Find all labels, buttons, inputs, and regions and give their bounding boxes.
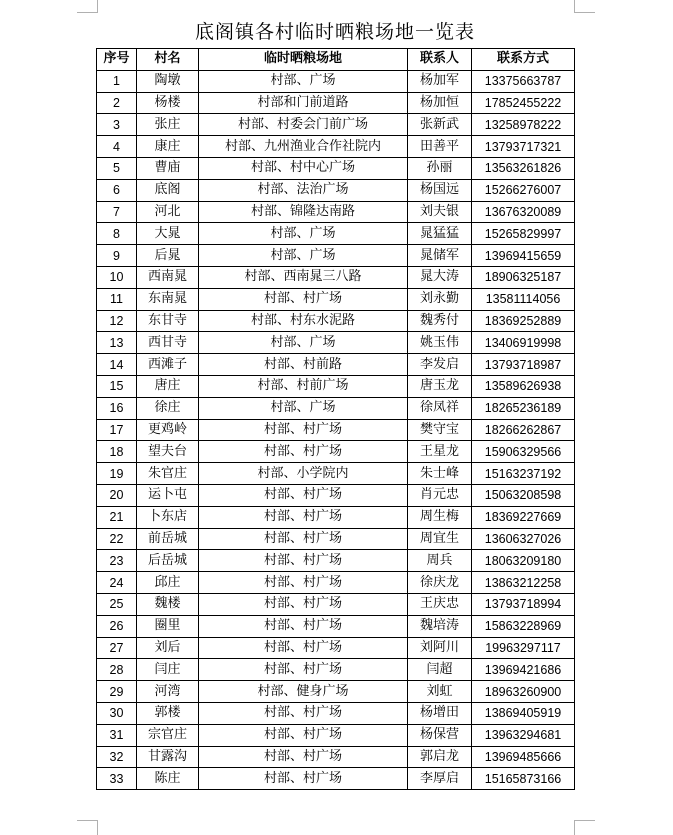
table-header-row bbox=[97, 49, 575, 71]
cell-contact: 杨增田 bbox=[408, 702, 472, 724]
cell-site: 村部、法治广场 bbox=[199, 179, 408, 201]
table-row bbox=[97, 550, 575, 572]
cell-no: 25 bbox=[97, 593, 137, 615]
cell-phone: 15063208598 bbox=[472, 484, 575, 506]
cell-site: 村部、村广场 bbox=[199, 484, 408, 506]
cell-contact: 晁储军 bbox=[408, 245, 472, 267]
cell-contact: 郭启龙 bbox=[408, 746, 472, 768]
cell-site: 村部、村广场 bbox=[199, 550, 408, 572]
cell-site: 村部、村广场 bbox=[199, 724, 408, 746]
cell-contact: 杨加军 bbox=[408, 70, 472, 92]
cell-no: 28 bbox=[97, 659, 137, 681]
cell-no: 14 bbox=[97, 354, 137, 376]
cell-site: 村部、九州渔业合作社院内 bbox=[199, 136, 408, 158]
cell-site: 村部、村广场 bbox=[199, 441, 408, 463]
cell-village: 杨楼 bbox=[137, 92, 199, 114]
cell-phone: 18063209180 bbox=[472, 550, 575, 572]
cell-site: 村部、村广场 bbox=[199, 768, 408, 790]
table-row bbox=[97, 484, 575, 506]
cell-village: 徐庄 bbox=[137, 397, 199, 419]
cell-phone: 13589626938 bbox=[472, 375, 575, 397]
cell-phone: 13969421686 bbox=[472, 659, 575, 681]
cell-phone: 18369252889 bbox=[472, 310, 575, 332]
cell-contact: 徐凤祥 bbox=[408, 397, 472, 419]
cell-site: 村部、广场 bbox=[199, 223, 408, 245]
cell-phone: 13969415659 bbox=[472, 245, 575, 267]
table-row bbox=[97, 245, 575, 267]
cell-site: 村部、村广场 bbox=[199, 637, 408, 659]
cell-village: 底阁 bbox=[137, 179, 199, 201]
cell-no: 13 bbox=[97, 332, 137, 354]
cell-contact: 李厚启 bbox=[408, 768, 472, 790]
cell-village: 后晁 bbox=[137, 245, 199, 267]
cell-phone: 18906325187 bbox=[472, 266, 575, 288]
cell-site: 村部、村广场 bbox=[199, 746, 408, 768]
cell-no: 27 bbox=[97, 637, 137, 659]
cell-contact: 魏培涛 bbox=[408, 615, 472, 637]
cell-site: 村部、西南晁三八路 bbox=[199, 266, 408, 288]
cell-village: 西甘寺 bbox=[137, 332, 199, 354]
cell-contact: 杨国远 bbox=[408, 179, 472, 201]
cell-site: 村部、村广场 bbox=[199, 528, 408, 550]
cell-phone: 13969485666 bbox=[472, 746, 575, 768]
cell-no: 6 bbox=[97, 179, 137, 201]
table-row bbox=[97, 441, 575, 463]
cell-phone: 13793718987 bbox=[472, 354, 575, 376]
cell-contact: 晁大涛 bbox=[408, 266, 472, 288]
cell-contact: 刘阿川 bbox=[408, 637, 472, 659]
cell-no: 2 bbox=[97, 92, 137, 114]
table-row bbox=[97, 179, 575, 201]
cell-no: 8 bbox=[97, 223, 137, 245]
cell-no: 31 bbox=[97, 724, 137, 746]
cell-phone: 13581114056 bbox=[472, 288, 575, 310]
cell-site: 村部、村前路 bbox=[199, 354, 408, 376]
cell-village: 卜东店 bbox=[137, 506, 199, 528]
cell-contact: 王庆忠 bbox=[408, 593, 472, 615]
cell-village: 更鸡岭 bbox=[137, 419, 199, 441]
cell-site: 村部、村广场 bbox=[199, 419, 408, 441]
cell-no: 1 bbox=[97, 70, 137, 92]
cell-no: 18 bbox=[97, 441, 137, 463]
table-row bbox=[97, 681, 575, 703]
cell-no: 22 bbox=[97, 528, 137, 550]
cell-phone: 15266276007 bbox=[472, 179, 575, 201]
page-corner-mark-top-left bbox=[77, 0, 98, 13]
table-row bbox=[97, 332, 575, 354]
cell-phone: 13606327026 bbox=[472, 528, 575, 550]
cell-no: 32 bbox=[97, 746, 137, 768]
table-row bbox=[97, 637, 575, 659]
cell-village: 大晁 bbox=[137, 223, 199, 245]
cell-contact: 李发启 bbox=[408, 354, 472, 376]
cell-site: 村部、村广场 bbox=[199, 593, 408, 615]
cell-site: 村部、村广场 bbox=[199, 506, 408, 528]
cell-contact: 田善平 bbox=[408, 136, 472, 158]
cell-no: 10 bbox=[97, 266, 137, 288]
cell-village: 东甘寺 bbox=[137, 310, 199, 332]
table-row bbox=[97, 157, 575, 179]
cell-contact: 刘永勤 bbox=[408, 288, 472, 310]
table-row bbox=[97, 506, 575, 528]
table-row bbox=[97, 768, 575, 790]
cell-phone: 13793718994 bbox=[472, 593, 575, 615]
cell-phone: 19963297117 bbox=[472, 637, 575, 659]
cell-village: 郭楼 bbox=[137, 702, 199, 724]
cell-village: 后岳城 bbox=[137, 550, 199, 572]
header-phone: 联系方式 bbox=[472, 49, 575, 71]
table-row bbox=[97, 136, 575, 158]
cell-site: 村部、广场 bbox=[199, 332, 408, 354]
cell-site: 村部和门前道路 bbox=[199, 92, 408, 114]
cell-site: 村部、村广场 bbox=[199, 288, 408, 310]
header-site: 临时晒粮场地 bbox=[199, 49, 408, 71]
table-row bbox=[97, 659, 575, 681]
cell-no: 23 bbox=[97, 550, 137, 572]
cell-village: 前岳城 bbox=[137, 528, 199, 550]
cell-site: 村部、村广场 bbox=[199, 615, 408, 637]
cell-no: 3 bbox=[97, 114, 137, 136]
table-row bbox=[97, 724, 575, 746]
cell-no: 4 bbox=[97, 136, 137, 158]
cell-site: 村部、广场 bbox=[199, 397, 408, 419]
table-row bbox=[97, 201, 575, 223]
cell-site: 村部、村中心广场 bbox=[199, 157, 408, 179]
table-row bbox=[97, 354, 575, 376]
cell-site: 村部、锦隆达南路 bbox=[199, 201, 408, 223]
page-corner-mark-bottom-left bbox=[77, 820, 98, 835]
cell-no: 24 bbox=[97, 572, 137, 594]
cell-village: 甘露沟 bbox=[137, 746, 199, 768]
drying-sites-table bbox=[96, 48, 575, 790]
cell-contact: 姚玉伟 bbox=[408, 332, 472, 354]
cell-contact: 杨保营 bbox=[408, 724, 472, 746]
table-row bbox=[97, 528, 575, 550]
table-row bbox=[97, 70, 575, 92]
cell-site: 村部、村东水泥路 bbox=[199, 310, 408, 332]
cell-site: 村部、健身广场 bbox=[199, 681, 408, 703]
cell-no: 11 bbox=[97, 288, 137, 310]
cell-phone: 18369227669 bbox=[472, 506, 575, 528]
table-row bbox=[97, 593, 575, 615]
cell-no: 21 bbox=[97, 506, 137, 528]
cell-contact: 刘虹 bbox=[408, 681, 472, 703]
cell-phone: 15265829997 bbox=[472, 223, 575, 245]
cell-phone: 15165873166 bbox=[472, 768, 575, 790]
cell-phone: 15906329566 bbox=[472, 441, 575, 463]
cell-site: 村部、广场 bbox=[199, 245, 408, 267]
table-row bbox=[97, 463, 575, 485]
table-row bbox=[97, 375, 575, 397]
cell-phone: 18963260900 bbox=[472, 681, 575, 703]
cell-site: 村部、村广场 bbox=[199, 659, 408, 681]
cell-contact: 樊守宝 bbox=[408, 419, 472, 441]
cell-phone: 15163237192 bbox=[472, 463, 575, 485]
cell-phone: 13258978222 bbox=[472, 114, 575, 136]
cell-no: 17 bbox=[97, 419, 137, 441]
cell-village: 陶墩 bbox=[137, 70, 199, 92]
cell-no: 20 bbox=[97, 484, 137, 506]
cell-contact: 周宜生 bbox=[408, 528, 472, 550]
table-row bbox=[97, 397, 575, 419]
cell-village: 朱官庄 bbox=[137, 463, 199, 485]
cell-no: 26 bbox=[97, 615, 137, 637]
page-corner-mark-bottom-right bbox=[574, 820, 595, 835]
cell-village: 唐庄 bbox=[137, 375, 199, 397]
cell-phone: 13563261826 bbox=[472, 157, 575, 179]
table-row bbox=[97, 746, 575, 768]
table-row bbox=[97, 572, 575, 594]
table-row bbox=[97, 223, 575, 245]
cell-phone: 13676320089 bbox=[472, 201, 575, 223]
cell-phone: 13863212258 bbox=[472, 572, 575, 594]
cell-village: 张庄 bbox=[137, 114, 199, 136]
table-row bbox=[97, 419, 575, 441]
table-body bbox=[97, 70, 575, 789]
table-row bbox=[97, 114, 575, 136]
header-no: 序号 bbox=[97, 49, 137, 71]
cell-contact: 晁猛猛 bbox=[408, 223, 472, 245]
cell-phone: 13869405919 bbox=[472, 702, 575, 724]
page-corner-mark-top-right bbox=[574, 0, 595, 13]
table-row bbox=[97, 92, 575, 114]
cell-contact: 肖元忠 bbox=[408, 484, 472, 506]
cell-contact: 刘夫银 bbox=[408, 201, 472, 223]
cell-village: 邱庄 bbox=[137, 572, 199, 594]
cell-no: 7 bbox=[97, 201, 137, 223]
cell-village: 刘后 bbox=[137, 637, 199, 659]
cell-contact: 徐庆龙 bbox=[408, 572, 472, 594]
cell-site: 村部、村委会门前广场 bbox=[199, 114, 408, 136]
cell-site: 村部、广场 bbox=[199, 70, 408, 92]
cell-village: 圈里 bbox=[137, 615, 199, 637]
cell-contact: 张新武 bbox=[408, 114, 472, 136]
cell-village: 陈庄 bbox=[137, 768, 199, 790]
cell-no: 29 bbox=[97, 681, 137, 703]
cell-no: 16 bbox=[97, 397, 137, 419]
cell-phone: 13375663787 bbox=[472, 70, 575, 92]
cell-phone: 13793717321 bbox=[472, 136, 575, 158]
cell-village: 望夫台 bbox=[137, 441, 199, 463]
cell-village: 运卜屯 bbox=[137, 484, 199, 506]
cell-no: 33 bbox=[97, 768, 137, 790]
table-row bbox=[97, 615, 575, 637]
cell-no: 19 bbox=[97, 463, 137, 485]
cell-site: 村部、村广场 bbox=[199, 702, 408, 724]
cell-contact: 魏秀付 bbox=[408, 310, 472, 332]
cell-village: 宗官庄 bbox=[137, 724, 199, 746]
cell-contact: 唐玉龙 bbox=[408, 375, 472, 397]
cell-village: 曹庙 bbox=[137, 157, 199, 179]
cell-phone: 15863228969 bbox=[472, 615, 575, 637]
cell-village: 河湾 bbox=[137, 681, 199, 703]
cell-village: 河北 bbox=[137, 201, 199, 223]
cell-site: 村部、村前广场 bbox=[199, 375, 408, 397]
cell-village: 东南晁 bbox=[137, 288, 199, 310]
cell-contact: 周兵 bbox=[408, 550, 472, 572]
cell-contact: 周生梅 bbox=[408, 506, 472, 528]
table-row bbox=[97, 266, 575, 288]
cell-no: 9 bbox=[97, 245, 137, 267]
cell-phone: 17852455222 bbox=[472, 92, 575, 114]
cell-phone: 13406919998 bbox=[472, 332, 575, 354]
cell-contact: 王星龙 bbox=[408, 441, 472, 463]
cell-site: 村部、小学院内 bbox=[199, 463, 408, 485]
cell-phone: 18265236189 bbox=[472, 397, 575, 419]
cell-contact: 朱士峰 bbox=[408, 463, 472, 485]
cell-phone: 18266262867 bbox=[472, 419, 575, 441]
header-contact: 联系人 bbox=[408, 49, 472, 71]
cell-no: 15 bbox=[97, 375, 137, 397]
document-title: 底阁镇各村临时晒粮场地一览表 bbox=[194, 21, 475, 43]
table-row bbox=[97, 702, 575, 724]
table-row bbox=[97, 288, 575, 310]
cell-contact: 孙丽 bbox=[408, 157, 472, 179]
table-row bbox=[97, 310, 575, 332]
cell-site: 村部、村广场 bbox=[199, 572, 408, 594]
cell-village: 闫庄 bbox=[137, 659, 199, 681]
cell-no: 12 bbox=[97, 310, 137, 332]
cell-village: 西南晁 bbox=[137, 266, 199, 288]
cell-village: 西滩子 bbox=[137, 354, 199, 376]
cell-contact: 杨加恒 bbox=[408, 92, 472, 114]
cell-village: 康庄 bbox=[137, 136, 199, 158]
cell-no: 5 bbox=[97, 157, 137, 179]
cell-contact: 闫超 bbox=[408, 659, 472, 681]
cell-phone: 13963294681 bbox=[472, 724, 575, 746]
header-village: 村名 bbox=[137, 49, 199, 71]
cell-village: 魏楼 bbox=[137, 593, 199, 615]
cell-no: 30 bbox=[97, 702, 137, 724]
